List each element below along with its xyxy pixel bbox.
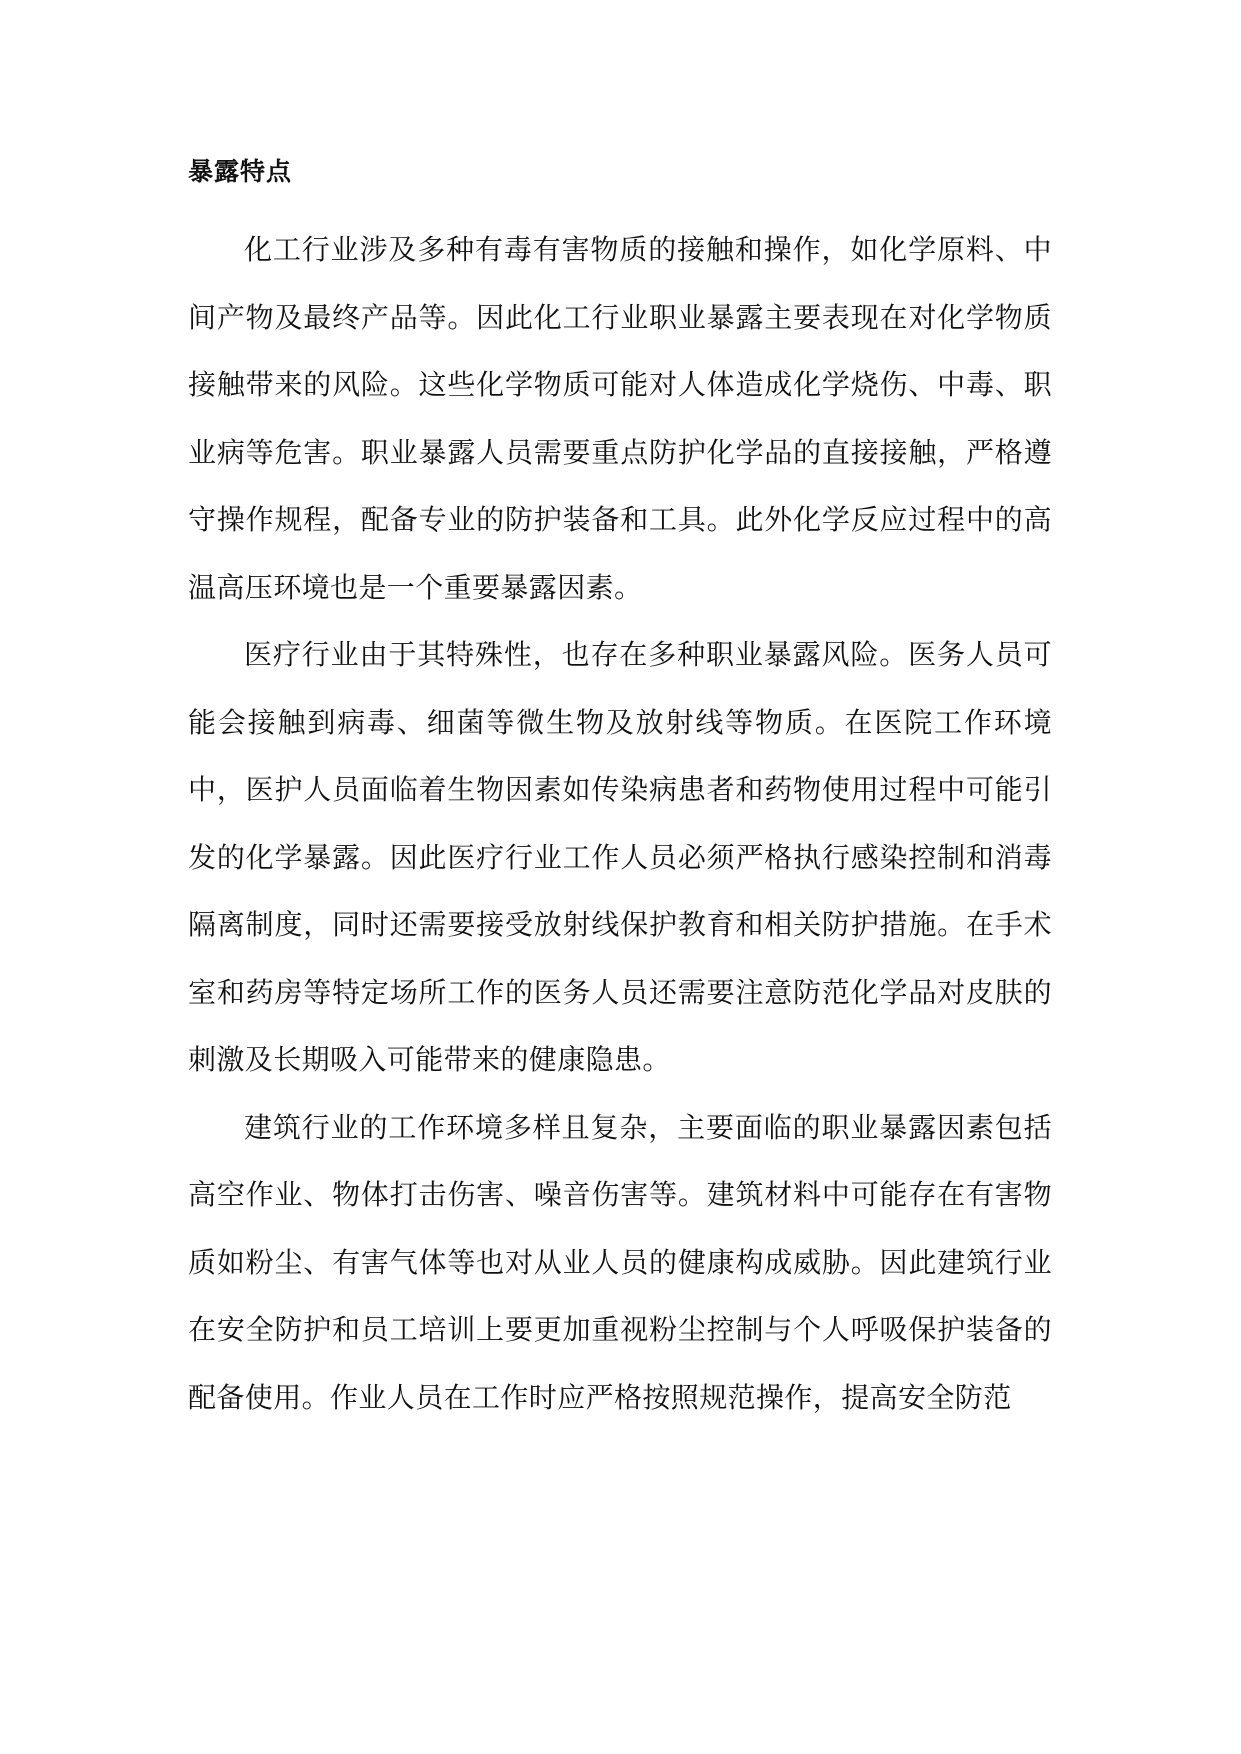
document-body — [188, 150, 1052, 1431]
paragraph-medical-industry: 医疗行业由于其特殊性，也存在多种职业暴露风险。医务人员可能会接触到病毒、细菌等微生物及放射线等物质。在医院工作环境中，医护人员面临着生物因素如传染病患者和药物使用过程中可能引发的化学暴露。因此医疗行业工作人员必须严格执行感染控制和消毒隔离制度，同时还需要接受放射线保护教育和相关防护措施。在手术室和药房等特定场所工作的医务人员还需要注意防范化学品对皮肤的刺激及长期吸入可能带来的健康隐患。 — [188, 638, 1052, 1076]
paragraph-chemical-industry: 化工行业涉及多种有毒有害物质的接触和操作，如化学原料、中间产物及最终产品等。因此化工行业职业暴露主要表现在对化学物质接触带来的风险。这些化学物质可能对人体造成化学烧伤、中毒、职业病等危害。职业暴露人员需要重点防护化学品的直接接触，严格遵守操作规程，配备专业的防护装备和工具。此外化学反应过程中的高温高压环境也是一个重要暴露因素。 — [188, 233, 1052, 604]
paragraph-construction-industry: 建筑行业的工作环境多样且复杂，主要面临的职业暴露因素包括高空作业、物体打击伤害、噪音伤害等。建筑材料中可能存在有害物质如粉尘、有害气体等也对从业人员的健康构成威胁。因此建筑行业在安全防护和员工培训上要更加重视粉尘控制与个人呼吸保护装备的配备使用。作业人员在工作时应严格按照规范操作，提高安全防范 — [188, 1110, 1052, 1414]
section-heading: 暴露特点 — [188, 157, 293, 186]
